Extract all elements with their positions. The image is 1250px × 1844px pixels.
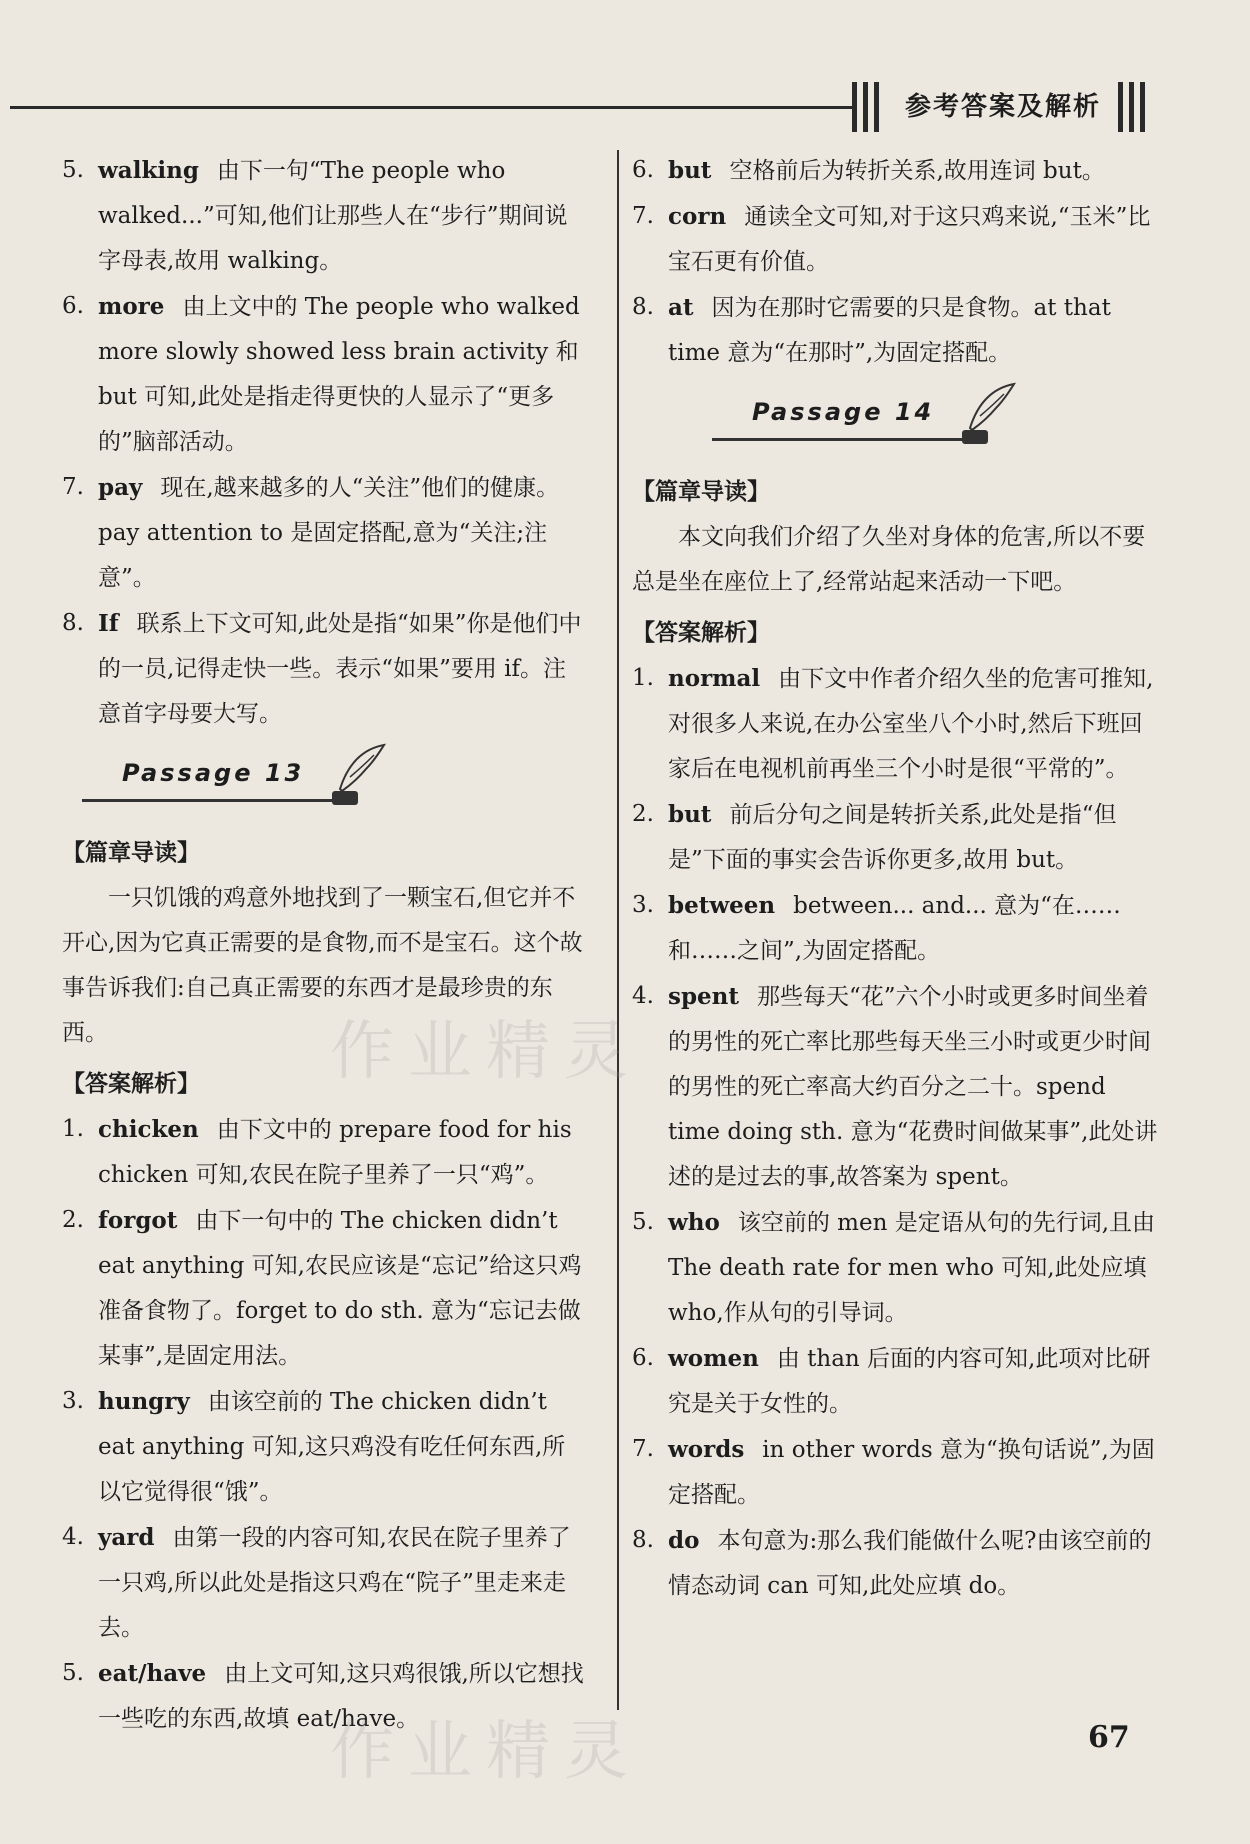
answer-explanation: 由该空前的 The chicken didn’t eat anything 可知,这只鸡没有吃任何东西,所以它觉得很“饿”。	[98, 1389, 566, 1505]
answer-number: 7.	[62, 474, 84, 500]
p13-guide-text: 一只饥饿的鸡意外地找到了一颗宝石,但它并不开心,因为它真正需要的是食物,而不是宝石。这个故事告诉我们:自己真正需要的东西才是最珍贵的东西。	[62, 885, 583, 1046]
column-divider	[617, 150, 619, 1710]
answer-explanation: 由下一句中的 The chicken didn’t eat anything 可知,农民应该是“忘记”给这只鸡准备食物了。forget to do sth. 意为“忘记去做某事”,是固定用法。	[98, 1208, 582, 1369]
answer-explanation: 空格前后为转折关系,故用连词 but。	[729, 158, 1105, 184]
inkwell-quill-icon	[952, 380, 1022, 450]
answer-explanation: 那些每天“花”六个小时或更多时间坐着的男性的死亡率比那些每天坐三小时或更少时间的男性的死亡率高大约百分之二十。spend time doing sth. 意为“花费时间做某事”,此处讲述的是过去的事,故答案为 spent。	[668, 984, 1158, 1190]
passage-13-banner	[62, 751, 586, 821]
answer-explanation: in other words 意为“换句话说”,为固定搭配。	[668, 1437, 1155, 1508]
answer-keyword: chicken	[98, 1116, 199, 1143]
answer-item	[632, 1336, 1160, 1427]
answer-keyword: but	[668, 157, 712, 184]
answer-explanation: 联系上下文可知,此处是指“如果”你是他们中的一员,记得走快一些。表示“如果”要用 if。注意首字母要大写。	[98, 611, 582, 727]
answer-item	[62, 1515, 586, 1651]
answer-item	[632, 883, 1160, 974]
answer-keyword: women	[668, 1345, 759, 1372]
passage-13-title: Passage 13	[122, 759, 305, 787]
answer-item	[632, 1427, 1160, 1518]
answer-item	[62, 1107, 586, 1198]
header-bars-right	[1118, 82, 1145, 132]
answer-explanation: 由 than 后面的内容可知,此项对比研究是关于女性的。	[668, 1346, 1151, 1417]
answer-explanation: 通读全文可知,对于这只鸡来说,“玉米”比宝石更有价值。	[668, 204, 1151, 275]
answer-number: 1.	[62, 1116, 84, 1142]
answer-number: 8.	[632, 294, 654, 320]
watermark-bottom: 作业精灵	[330, 1715, 642, 1789]
answer-explanation: 由下文中作者介绍久坐的危害可推知,对很多人来说,在办公室坐八个小时,然后下班回家后在电视机前再坐三个小时是很“平常的”。	[668, 666, 1154, 782]
answer-number: 1.	[632, 665, 654, 691]
answer-item	[632, 194, 1160, 285]
passage-14-banner	[692, 390, 1160, 460]
answer-keyword: words	[668, 1436, 745, 1463]
answer-number: 3.	[632, 892, 654, 918]
answer-keyword: corn	[668, 203, 727, 230]
answer-item	[62, 1198, 586, 1379]
p14-answer-heading: 【答案解析】	[632, 620, 770, 646]
answer-explanation: 由上文可知,这只鸡很饿,所以它想找一些吃的东西,故填 eat/have。	[98, 1661, 584, 1732]
answer-item	[632, 656, 1160, 792]
answer-number: 6.	[632, 1345, 654, 1371]
answer-keyword: walking	[98, 157, 199, 184]
answer-keyword: forgot	[98, 1207, 178, 1234]
answer-explanation: 因为在那时它需要的只是食物。at that time 意为“在那时”,为固定搭配。	[668, 295, 1111, 366]
answer-number: 6.	[62, 293, 84, 319]
answer-keyword: do	[668, 1527, 700, 1554]
answer-explanation: 该空前的 men 是定语从句的先行词,且由 The death rate for men who 可知,此处应填 who,作从句的引导词。	[668, 1210, 1156, 1326]
answer-item	[632, 1518, 1160, 1609]
answer-explanation: 由下文中的 prepare food for his chicken 可知,农民在院子里养了一只“鸡”。	[98, 1117, 572, 1188]
answer-item	[632, 792, 1160, 883]
answer-item	[632, 1200, 1160, 1336]
answer-explanation: 由下一句“The people who walked...”可知,他们让那些人在“步行”期间说字母表,故用 walking。	[98, 158, 568, 274]
p13-answer-heading: 【答案解析】	[62, 1071, 200, 1097]
watermark-middle: 作业精灵	[330, 1015, 642, 1089]
answer-keyword: normal	[668, 665, 761, 692]
answer-number: 5.	[632, 1209, 654, 1235]
right-column	[632, 148, 1160, 1609]
answer-number: 6.	[632, 157, 654, 183]
p14-guide-heading: 【篇章导读】	[632, 479, 770, 505]
answer-explanation: 由上文中的 The people who walked more slowly showed less brain activity 和 but 可知,此处是指走得更快的人显示了“更多的”脑部活动。	[98, 294, 580, 455]
p13-guide-heading: 【篇章导读】	[62, 840, 200, 866]
answer-keyword: yard	[98, 1524, 155, 1551]
answer-number: 4.	[62, 1524, 84, 1550]
answer-item	[62, 148, 586, 284]
page-number: 67	[1088, 1720, 1130, 1755]
answer-explanation: 本句意为:那么我们能做什么呢?由该空前的情态动词 can 可知,此处应填 do。	[668, 1528, 1152, 1599]
header-title: 参考答案及解析	[905, 92, 1102, 122]
answer-explanation: 现在,越来越多的人“关注”他们的健康。pay attention to 是固定搭配,意为“关注;注意”。	[98, 475, 560, 591]
answer-number: 7.	[632, 203, 654, 229]
answer-keyword: more	[98, 293, 165, 320]
answer-item	[632, 285, 1160, 376]
answer-number: 7.	[632, 1436, 654, 1462]
answer-keyword: spent	[668, 983, 740, 1010]
answer-number: 2.	[62, 1207, 84, 1233]
answer-number: 4.	[632, 983, 654, 1009]
inkwell-quill-icon	[322, 741, 392, 811]
answer-number: 5.	[62, 157, 84, 183]
answer-number: 3.	[62, 1388, 84, 1414]
answer-keyword: at	[668, 294, 694, 321]
answer-item	[62, 284, 586, 465]
answer-explanation: 前后分句之间是转折关系,此处是指“但是”下面的事实会告诉你更多,故用 but。	[668, 802, 1117, 873]
answer-explanation: 由第一段的内容可知,农民在院子里养了一只鸡,所以此处是指这只鸡在“院子”里走来走去。	[98, 1525, 571, 1641]
p14-guide-text: 本文向我们介绍了久坐对身体的危害,所以不要总是坐在座位上了,经常站起来活动一下吧。	[632, 524, 1146, 595]
answer-item	[632, 974, 1160, 1200]
answer-keyword: but	[668, 801, 712, 828]
answer-keyword: who	[668, 1209, 720, 1236]
header-rule	[10, 106, 855, 109]
answer-number: 8.	[632, 1527, 654, 1553]
answer-keyword: If	[98, 610, 119, 637]
answer-keyword: pay	[98, 474, 143, 501]
answer-item	[632, 148, 1160, 194]
answer-item	[62, 601, 586, 737]
answer-item	[62, 1379, 586, 1515]
answer-keyword: between	[668, 892, 776, 919]
answer-explanation: between... and... 意为“在……和……之间”,为固定搭配。	[668, 893, 1121, 964]
answer-number: 5.	[62, 1660, 84, 1686]
passage-14-title: Passage 14	[752, 398, 935, 426]
left-column	[62, 148, 586, 1742]
answer-keyword: hungry	[98, 1388, 190, 1415]
answer-item	[62, 465, 586, 601]
answer-keyword: eat/have	[98, 1660, 207, 1687]
answer-number: 8.	[62, 610, 84, 636]
answer-number: 2.	[632, 801, 654, 827]
header-bars-left	[852, 82, 879, 132]
